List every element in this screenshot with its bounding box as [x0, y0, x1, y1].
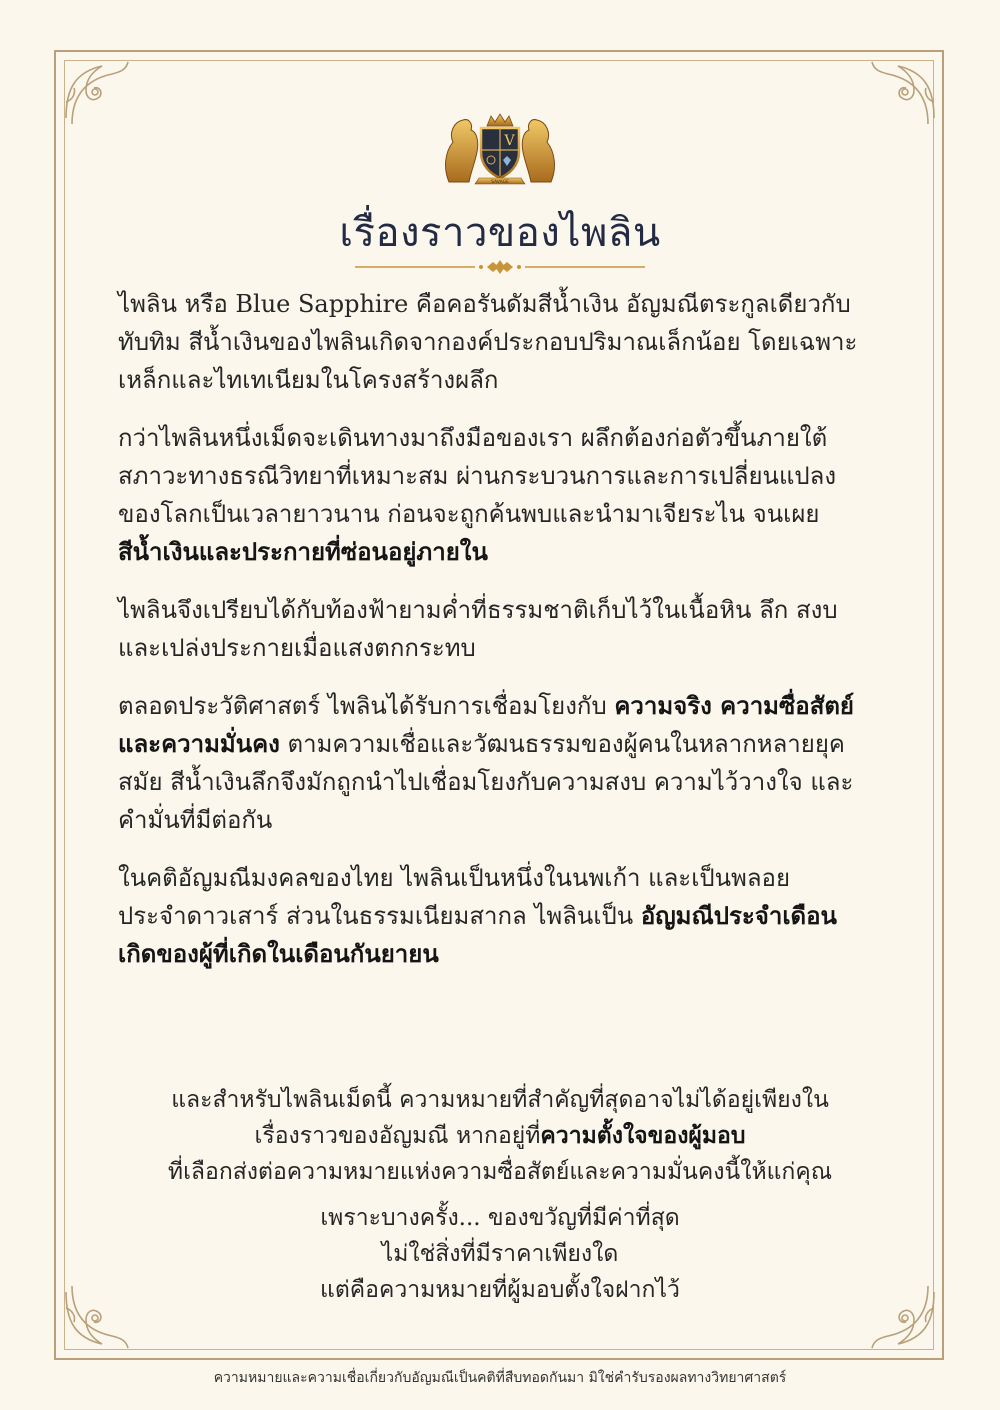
closing-line: และสำหรับไพลินเม็ดนี้ ความหมายที่สำคัญที่สุดอาจไม่ได้อยู่เพียงใน — [171, 1087, 829, 1113]
corner-ornament-icon — [62, 58, 132, 128]
corner-ornament-icon — [868, 58, 938, 128]
highlight-text: อัญมณีประจำเดือนเกิดของผู้ที่เกิดในเดือนกันยายน — [118, 901, 837, 968]
page-title: เรื่องราวของไพลิน — [339, 210, 661, 256]
paragraph-text: ไพลินจึงเปรียบได้กับท้องฟ้ายามค่ำที่ธรรมชาติเก็บไว้ในเนื้อหิน ลึก สงบ และเปล่งประกายเมื่อแสงตกกระทบ — [118, 596, 838, 662]
story-paragraph — [118, 687, 858, 839]
story-paragraph — [118, 591, 858, 667]
paragraph-text: ไพลิน หรือ Blue Sapphire คือคอรันดัมสีน้ำเงิน อัญมณีตระกูลเดียวกับทับทิม สีน้ำเงินของไพลินเกิดจากองค์ประกอบปริมาณเล็กน้อย โดยเฉพาะเหล็กและไทเทเนียมในโครงสร้างผลึก — [118, 290, 858, 394]
closing-highlight: ความตั้งใจของผู้มอบ — [540, 1122, 746, 1149]
closing-line: เพราะบางครั้ง... ของขวัญที่มีค่าที่สุด — [320, 1205, 680, 1231]
closing-line: ไม่ใช่สิ่งที่มีราคาเพียงใด — [381, 1241, 619, 1267]
paragraph-text: ตามความเชื่อและวัฒนธรรมของผู้คนในหลากหลายยุคสมัย สีน้ำเงินลึกจึงมักถูกนำไปเชื่อมโยงกับความสงบ ความไว้วางใจ และคำมั่นที่มีต่อกัน — [118, 730, 854, 834]
story-paragraph — [118, 419, 858, 571]
closing-line: ที่เลือกส่งต่อความหมายแห่งความซื่อสัตย์และความมั่นคงนี้ให้แก่คุณ — [167, 1159, 833, 1185]
logo-banner-text: SAVAGE — [491, 180, 509, 185]
highlight-text: ความจริง ความซื่อสัตย์ และความมั่นคง — [118, 691, 854, 758]
story-paragraph — [118, 859, 858, 973]
svg-text:V: V — [504, 133, 515, 149]
closing-spacer — [110, 1190, 890, 1200]
paragraph-text: ในคติอัญมณีมงคลของไทย ไพลินเป็นหนึ่งในนพเก้า และเป็นพลอยประจำดาวเสาร์ ส่วนในธรรมเนียมสากล ไพลินเป็น — [118, 864, 791, 930]
footer-disclaimer: ความหมายและความเชื่อเกี่ยวกับอัญมณีเป็นคติที่สืบทอดกันมา มิใช่คำรับรองผลทางวิทยาศาสตร์ — [213, 1370, 787, 1386]
closing-message — [110, 1082, 890, 1308]
closing-line-text: เรื่องราวของอัญมณี หากอยู่ที่ — [254, 1123, 541, 1149]
paragraph-text: กว่าไพลินหนึ่งเม็ดจะเดินทางมาถึงมือของเรา ผลึกต้องก่อตัวขึ้นภายใต้สภาวะทางธรณีวิทยาที่เหมาะสม ผ่านกระบวนการและการเปลี่ยนแปลงของโลกเป็นเวลายาวนาน ก่อนจะถูกค้นพบและนำมาเจียระไน จนเผย — [118, 424, 837, 528]
closing-line: แต่คือความหมายที่ผู้มอบตั้งใจฝากไว้ — [320, 1277, 680, 1303]
story-paragraph — [118, 285, 858, 399]
story-body — [118, 285, 858, 993]
lion-crest-logo-icon — [435, 112, 565, 190]
closing-line — [110, 1118, 890, 1154]
title-divider — [355, 258, 645, 276]
highlight-text: สีน้ำเงินและประกายที่ซ่อนอยู่ภายใน — [118, 537, 488, 566]
paragraph-text: ตลอดประวัติศาสตร์ ไพลินได้รับการเชื่อมโยงกับ — [118, 692, 615, 720]
